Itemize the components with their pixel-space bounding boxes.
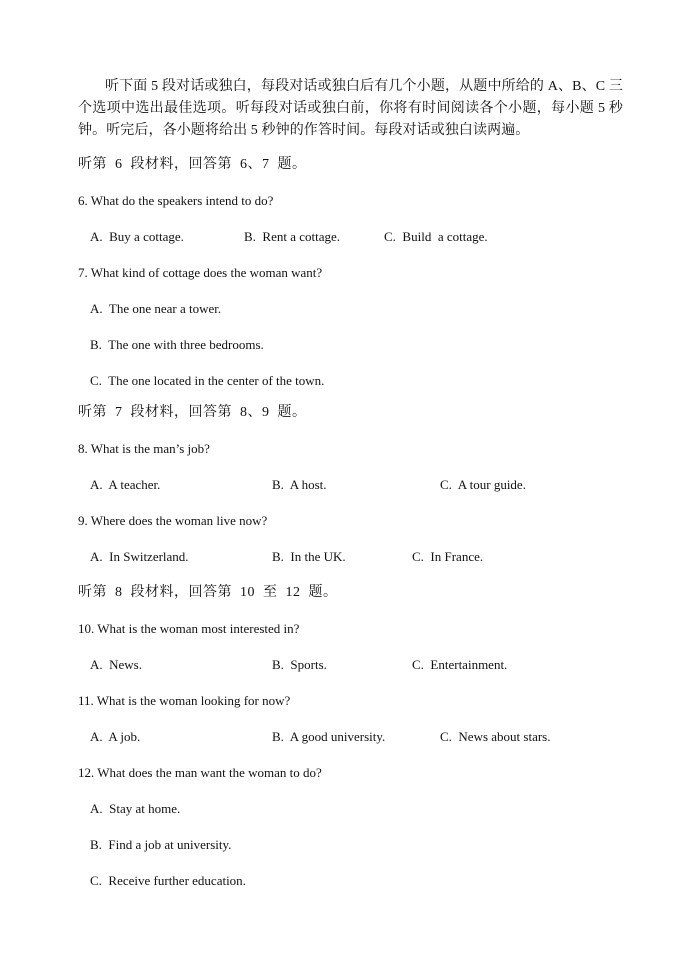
option-b: B. A host. (272, 477, 327, 492)
option-b: B. A good university. (272, 729, 386, 744)
question-stem: 8. What is the man’s job? (78, 441, 210, 456)
option-a: A. Buy a cottage. (90, 229, 184, 244)
question-stem: 10. What is the woman most interested in? (78, 621, 300, 636)
option-a: A. A job. (90, 729, 141, 744)
option-a: A. The one near a tower. (90, 301, 222, 316)
option-c: C. Entertainment. (412, 657, 508, 672)
question-stem: 7. What kind of cottage does the woman want? (78, 265, 323, 280)
option-c: C. News about stars. (440, 729, 551, 744)
option-a: A. News. (90, 657, 142, 672)
section-heading: 听第 7 段材料，回答第 8、9 题。 (78, 405, 307, 420)
option-b: B. Rent a cottage. (244, 229, 341, 244)
question-stem: 6. What do the speakers intend to do? (78, 193, 274, 208)
option-c: C. Build a cottage. (384, 229, 488, 244)
option-b: B. Sports. (272, 657, 327, 672)
option-b: B. In the UK. (272, 549, 346, 564)
option-a: A. Stay at home. (90, 801, 181, 816)
instructions-paragraph: 听下面 5 段对话或独白，每段对话或独白后有几个小题，从题中所给的 A、B、C 三个选项中选出最佳选项。听每段对话或独白前，你将有时间阅读各个小题，每小题 5 秒钟。听完后，各小题将给出 5 秒钟的作答时间。每段对话或独白读两遍。 (78, 79, 623, 138)
option-c: C. A tour guide. (440, 477, 526, 492)
option-b: B. Find a job at university. (90, 837, 232, 852)
section-heading: 听第 6 段材料，回答第 6、7 题。 (78, 157, 307, 172)
question-stem: 12. What does the man want the woman to do? (78, 765, 322, 780)
option-c: C. Receive further education. (90, 873, 246, 888)
option-a: A. In Switzerland. (90, 549, 189, 564)
section-heading: 听第 8 段材料，回答第 10 至 12 题。 (78, 585, 338, 600)
question-stem: 11. What is the woman looking for now? (78, 693, 291, 708)
question-stem: 9. Where does the woman live now? (78, 513, 268, 528)
option-a: A. A teacher. (90, 477, 161, 492)
option-b: B. The one with three bedrooms. (90, 337, 264, 352)
option-c: C. In France. (412, 549, 484, 564)
option-c: C. The one located in the center of the town. (90, 373, 325, 388)
